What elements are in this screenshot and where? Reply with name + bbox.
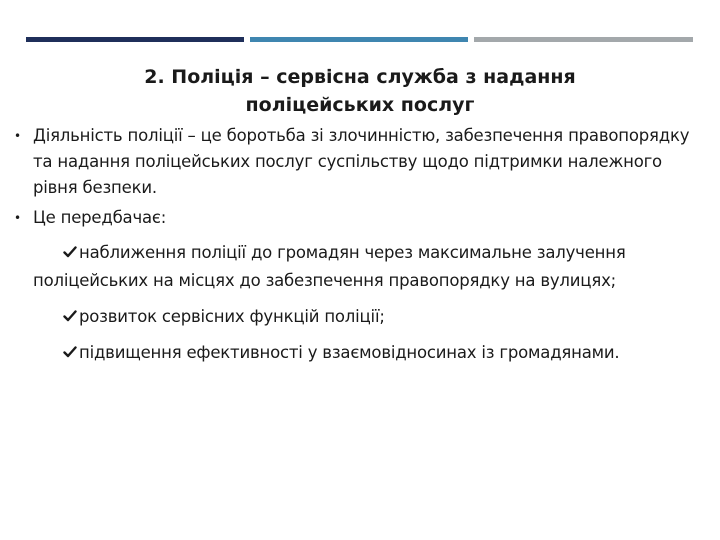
accent-bar-gray bbox=[474, 37, 693, 42]
accent-bar-navy bbox=[26, 37, 244, 42]
slide-title-line-1: 2. Поліція – сервісна служба з надання bbox=[144, 66, 576, 88]
checklist-text: розвиток сервісних функцій поліції; bbox=[79, 307, 385, 326]
checklist-text: підвищення ефективності у взаємовідносинах із громадянами. bbox=[79, 343, 620, 362]
checkmark-icon bbox=[63, 345, 77, 359]
slide-body bbox=[14, 123, 704, 367]
checklist-item bbox=[33, 239, 704, 295]
bullet-dot-icon: • bbox=[14, 129, 21, 143]
bullet-item bbox=[14, 205, 704, 231]
slide-title-line-2: поліцейських послуг bbox=[245, 94, 475, 116]
bullet-dot-icon: • bbox=[14, 211, 21, 225]
bullet-text: Діяльність поліції – це боротьба зі злочинністю, забезпечення правопорядку та надання поліцейських послуг суспільству щодо підтримки належного рівня безпеки. bbox=[33, 126, 690, 197]
bullet-item bbox=[14, 123, 704, 201]
checklist-text: наближення поліції до громадян через максимальне залучення поліцейських на місцях до забезпечення правопорядку на вулицях; bbox=[33, 243, 626, 290]
checkmark-icon bbox=[63, 309, 77, 323]
bullet-text: Це передбачає: bbox=[33, 208, 167, 227]
slide-title bbox=[60, 63, 660, 119]
checklist bbox=[14, 239, 704, 367]
checkmark-icon bbox=[63, 245, 77, 259]
checklist-item bbox=[33, 339, 704, 367]
accent-bar-blue bbox=[250, 37, 468, 42]
checklist-item bbox=[33, 303, 704, 331]
